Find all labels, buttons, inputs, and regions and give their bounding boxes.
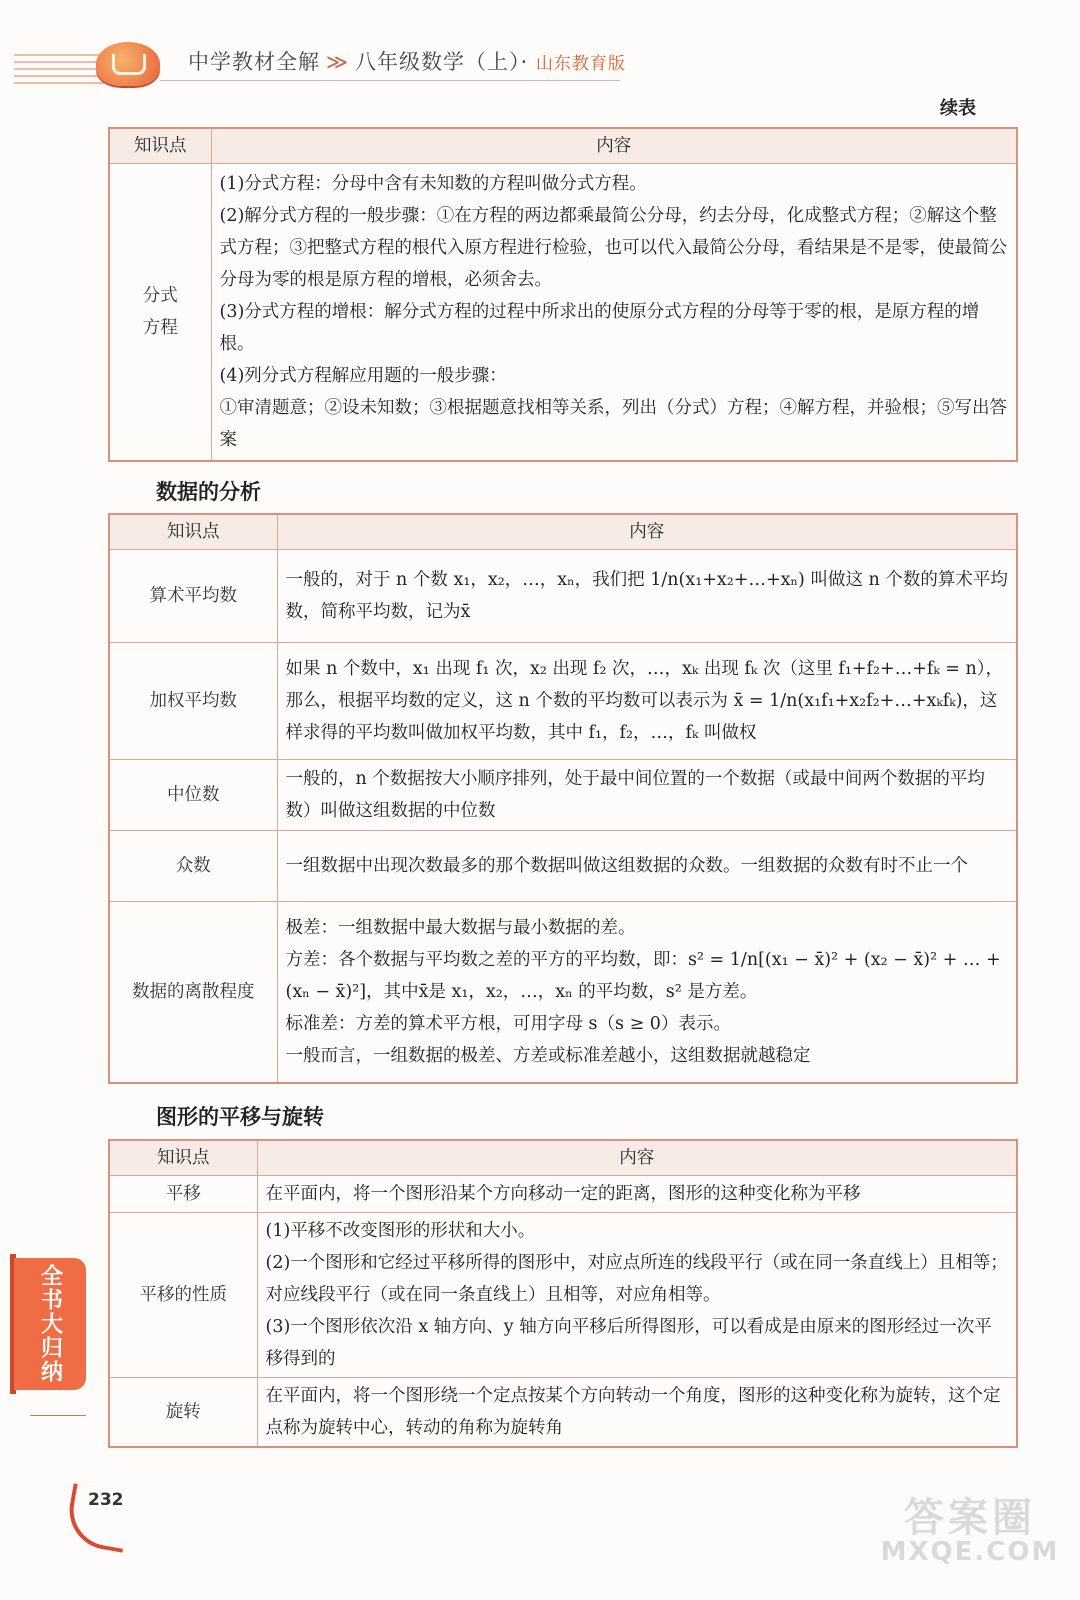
column-header-key: 知识点 (109, 128, 211, 164)
page-header (0, 36, 1080, 96)
header-publisher: 山东教育版 (535, 54, 626, 74)
row-content (257, 1213, 1017, 1378)
side-tab: 全书大归纳 (14, 1258, 86, 1390)
content-line: (1)平移不改变图形的形状和大小。 (265, 1221, 536, 1241)
row-key: 平移 (109, 1176, 257, 1213)
row-content: 一般的，n 个数据按大小顺序排列，处于最中间位置的一个数据（或最中间两个数据的平均数）叫做这组数据的中位数 (277, 760, 1017, 831)
page-number-block (62, 1488, 122, 1548)
continued-label: 续表 (940, 98, 976, 119)
table-row (109, 902, 1017, 1084)
column-header-content: 内容 (211, 128, 1017, 164)
row-key: 数据的离散程度 (109, 902, 277, 1084)
column-header-content: 内容 (277, 514, 1017, 550)
column-header-content: 内容 (257, 1140, 1017, 1176)
data-analysis-table (108, 513, 1018, 1084)
content-line: (2)解分式方程的一般步骤：①在方程的两边都乘最简公分母，约去分母，化成整式方程；②解这个整式方程；③把整式方程的根代入原方程进行检验，也可以代入最简公分母，看结果是不是零，使最简公分母为零的根是原方程的增根，必须舍去。 (219, 206, 1007, 290)
header-title (188, 46, 626, 76)
side-rule (30, 1415, 86, 1416)
row-key: 旋转 (109, 1378, 257, 1448)
content-line: 方差：各个数据与平均数之差的平方的平均数，即：s² = 1/n[(x₁ − x̄)² + (x₂ − x̄)² + … + (xₙ − x̄)²]，其中x̄是 x₁，x₂，…，xₙ 的平均数，s² 是方差。 (285, 950, 1001, 1002)
watermark-line1: 答案圈 (904, 1495, 1036, 1541)
content-line: (1)分式方程：分母中含有未知数的方程叫做分式方程。 (219, 174, 647, 194)
row-content (277, 902, 1017, 1084)
table-row (109, 1213, 1017, 1378)
row-key: 算术平均数 (109, 550, 277, 643)
row-content: 一组数据中出现次数最多的那个数据叫做这组数据的众数。一组数据的众数有时不止一个 (277, 831, 1017, 902)
watermark-line2: MXQE.COM (880, 1537, 1060, 1567)
fraction-equation-table (108, 127, 1018, 462)
content-line: 标准差：方差的算术平方根，可用字母 s（s ≥ 0）表示。 (285, 1014, 731, 1034)
watermark (870, 1486, 1070, 1586)
content-line: (3)一个图形依次沿 x 轴方向、y 轴方向平移后所得图形，可以看成是由原来的图形经过一次平移得到的 (265, 1317, 992, 1369)
header-decor-lines (14, 54, 104, 84)
row-content (211, 164, 1017, 462)
header-brand: 中学教材全解 (188, 50, 320, 74)
content-line: (4)列分式方程解应用题的一般步骤： (219, 366, 507, 386)
content-line: 一般而言，一组数据的极差、方差或标准差越小，这组数据就越稳定 (285, 1046, 811, 1066)
column-header-key: 知识点 (109, 514, 277, 550)
table-header-row (109, 128, 1017, 164)
row-key: 中位数 (109, 760, 277, 831)
section-title-translation-rotation: 图形的平移与旋转 (156, 1105, 324, 1129)
row-content: 一般的，对于 n 个数 x₁，x₂，…，xₙ，我们把 1/n(x₁+x₂+…+xₙ) 叫做这 n 个数的算术平均数，简称平均数，记为x̄ (277, 550, 1017, 643)
table-header-row (109, 1140, 1017, 1176)
content-line: (3)分式方程的增根：解分式方程的过程中所求出的使原分式方程的分母等于零的根，是原方程的增根。 (219, 302, 980, 354)
translation-rotation-table (108, 1139, 1018, 1448)
book-logo-icon (96, 42, 160, 86)
column-header-key: 知识点 (109, 1140, 257, 1176)
page-number: 232 (88, 1490, 124, 1510)
table-row (109, 550, 1017, 643)
table-row (109, 643, 1017, 760)
content-line: ①审清题意；②设未知数；③根据题意找相等关系，列出（分式）方程；④解方程，并验根；⑤写出答案 (219, 398, 1007, 450)
table-row (109, 1176, 1017, 1213)
row-key: 平移的性质 (109, 1213, 257, 1378)
content-line: 极差：一组数据中最大数据与最小数据的差。 (285, 918, 636, 938)
row-key: 分式方程 (109, 164, 211, 462)
section-title-data-analysis: 数据的分析 (156, 480, 261, 504)
table-row (109, 760, 1017, 831)
header-book: 八年级数学（上）· (354, 50, 529, 74)
row-content: 如果 n 个数中，x₁ 出现 f₁ 次，x₂ 出现 f₂ 次，…，xₖ 出现 fₖ 次（这里 f₁+f₂+…+fₖ = n），那么，根据平均数的定义，这 n 个数的平均数可以表示为 x̄ = 1/n(x₁f₁+x₂f₂+…+xₖfₖ)，这样求得的平均数叫做加权平均数，其中 f₁，f₂，…，fₖ 叫做权 (277, 643, 1017, 760)
row-key: 众数 (109, 831, 277, 902)
row-content: 在平面内，将一个图形沿某个方向移动一定的距离，图形的这种变化称为平移 (257, 1176, 1017, 1213)
table-row (109, 831, 1017, 902)
row-content: 在平面内，将一个图形绕一个定点按某个方向转动一个角度，图形的这种变化称为旋转，这个定点称为旋转中心，转动的角称为旋转角 (257, 1378, 1017, 1448)
row-key: 加权平均数 (109, 643, 277, 760)
table-header-row (109, 514, 1017, 550)
header-separator: ≫ (326, 50, 349, 74)
table-row (109, 164, 1017, 462)
content-line: (2)一个图形和它经过平移所得的图形中，对应点所连的线段平行（或在同一条直线上）且相等；对应线段平行（或在同一条直线上）且相等，对应角相等。 (265, 1253, 1008, 1305)
table-row (109, 1378, 1017, 1448)
header-rule (160, 80, 620, 81)
